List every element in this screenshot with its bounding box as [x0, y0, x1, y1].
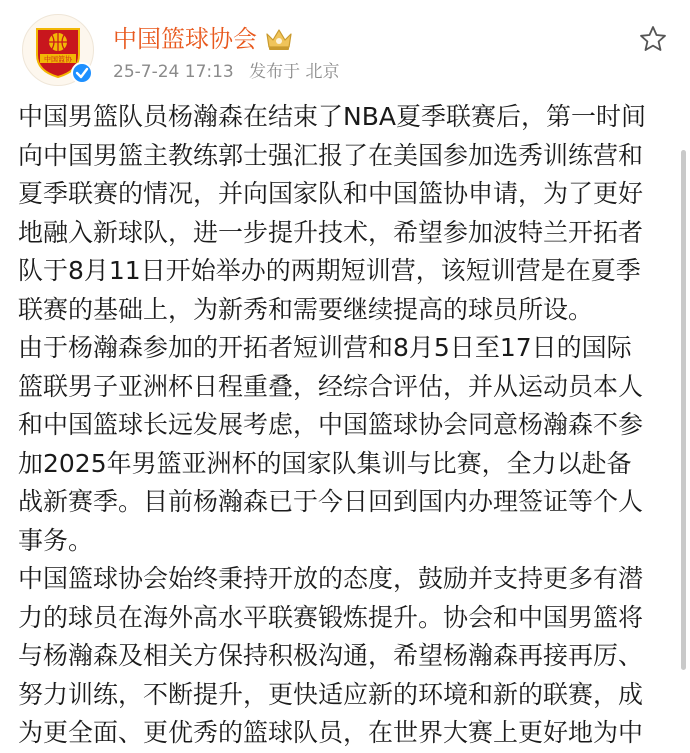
- text-line: 力的球员在海外高水平联赛锻炼提升。协会和中国男篮将: [18, 602, 644, 632]
- verified-check-icon: [71, 62, 93, 84]
- text-line: 为更全面、更优秀的篮球队员，在世界大赛上更好地为中: [18, 718, 644, 747]
- paragraph-3: [18, 560, 673, 753]
- text-line: 中国男篮队员杨瀚森在结束了NBA夏季联赛后，第一时间: [18, 102, 646, 131]
- scrollbar[interactable]: [681, 150, 686, 670]
- text-line: 队于8月11日开始举办的两期短训营，该短训营是在夏季: [18, 256, 641, 285]
- post-meta: [113, 60, 350, 84]
- text-line: 联赛的基础上，为新秀和需要继续提高的球员所设。: [18, 294, 594, 324]
- paragraph-2: [18, 329, 673, 560]
- logo-text: 中国篮协: [44, 55, 72, 64]
- post-header: [0, 0, 690, 100]
- star-outline-icon[interactable]: [638, 24, 668, 54]
- text-line: 事务。: [18, 525, 94, 555]
- text-line: 由于杨瀚森参加的开拓者短训营和8月5日至17日的国际: [18, 333, 632, 362]
- text-line: 加2025年男篮亚洲杯的国家队集训与比赛，全力以赴备: [18, 448, 632, 478]
- paragraph-1: [18, 98, 673, 329]
- text-line: 与杨瀚森及相关方保持积极沟通，希望杨瀚森再接再厉、: [18, 641, 644, 670]
- post-body: [18, 98, 673, 753]
- text-line: 向中国男篮主教练郭士强汇报了在美国参加选秀训练营和: [18, 140, 644, 170]
- text-line: 和中国篮球长远发展考虑，中国篮球协会同意杨瀚森不参: [18, 410, 644, 439]
- text-line: 篮联男子亚洲杯日程重叠，经综合评估，并从运动员本人: [18, 371, 644, 401]
- text-line: 夏季联赛的情况，并向国家队和中国篮协申请，为了更好: [18, 179, 644, 208]
- text-line: 战新赛季。目前杨瀚森已于今日回到国内办理签证等个人: [18, 487, 644, 516]
- post-timestamp: 25-7-24 17:13: [113, 62, 234, 82]
- crown-badge-icon[interactable]: [264, 26, 294, 52]
- text-line: 努力训练，不断提升，更快适应新的环境和新的联赛，成: [18, 679, 644, 709]
- text-line: 地融入新球队，进一步提升技术，希望参加波特兰开拓者: [18, 217, 644, 247]
- post-location: 发布于 北京: [249, 62, 340, 82]
- text-line: 中国篮球协会始终秉持开放的态度，鼓励并支持更多有潜: [18, 564, 644, 593]
- account-name[interactable]: 中国篮球协会: [113, 25, 257, 53]
